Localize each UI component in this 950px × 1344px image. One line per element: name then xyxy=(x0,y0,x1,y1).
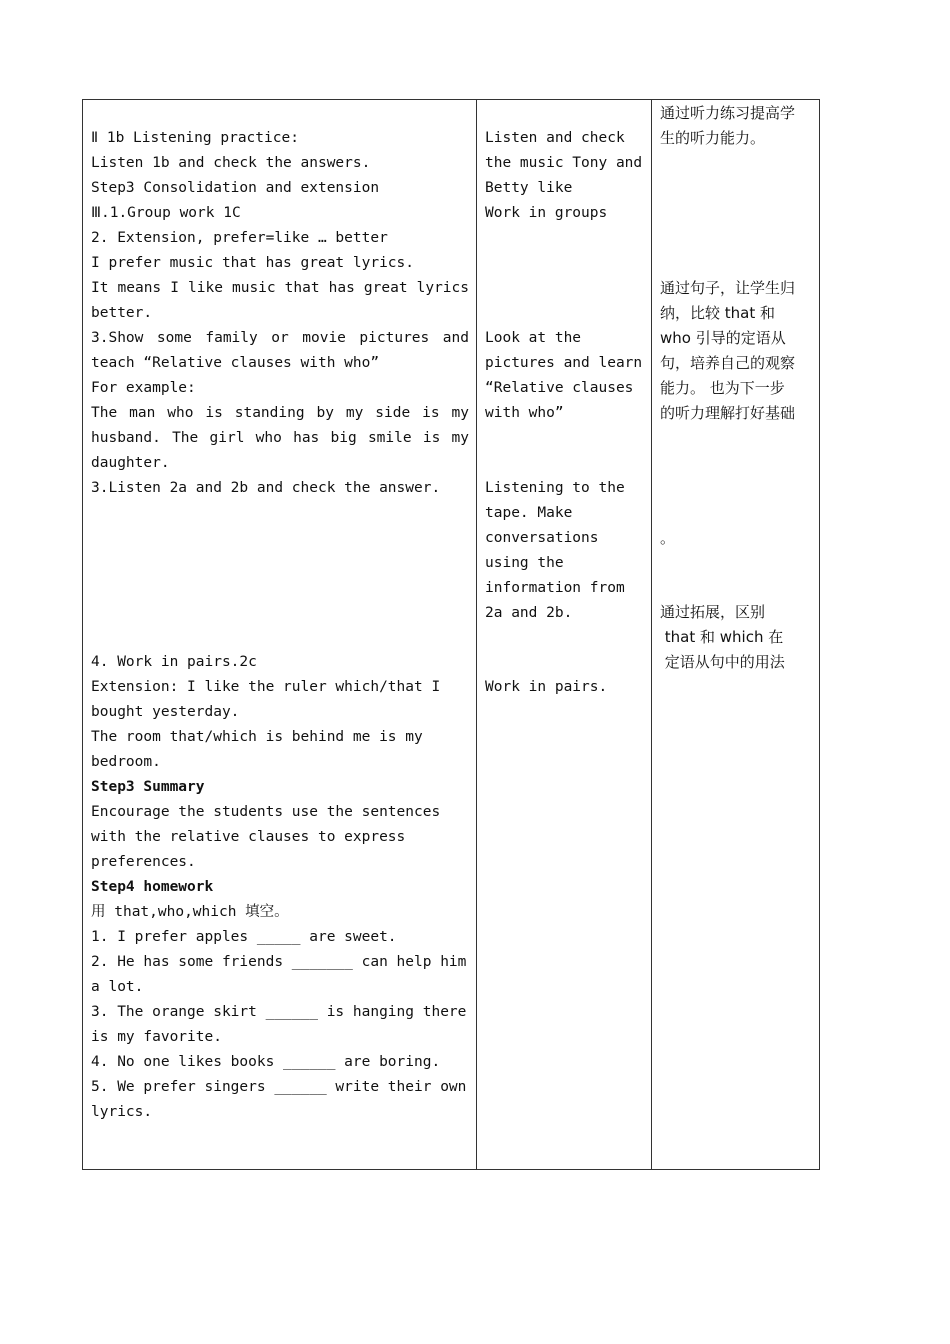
student-activity-column xyxy=(485,100,645,1169)
text-line: Extension: I like the ruler which/that I xyxy=(91,679,441,695)
text-line: 能力。 也为下一步 xyxy=(660,379,785,397)
text-line: pictures and learn xyxy=(485,355,643,371)
text-line: Work in groups xyxy=(485,205,608,221)
text-line: teach “Relative clauses with who” xyxy=(91,355,380,371)
text-line: a lot. xyxy=(91,979,144,995)
column-divider xyxy=(476,100,477,1169)
text-line: daughter. xyxy=(91,455,170,471)
text-line: with who” xyxy=(485,405,564,421)
text-line: 3.Listen 2a and 2b and check the answer. xyxy=(91,480,441,496)
exercise-item: 1. I prefer apples _____ are sweet. xyxy=(91,929,397,945)
text-line: For example: xyxy=(91,380,196,396)
text-line: information from xyxy=(485,580,625,596)
text-line: is my favorite. xyxy=(91,1029,222,1045)
text-line: that 和 which 在 xyxy=(660,628,784,646)
text-line: 4. Work in pairs.2c xyxy=(91,654,257,670)
text-line: Listen and check xyxy=(485,130,625,146)
text-line: Look at the xyxy=(485,330,582,346)
text-line: 通过听力练习提高学 xyxy=(660,104,796,122)
text-line: Encourage the students use the sentences xyxy=(91,804,441,820)
text-line: 。 xyxy=(660,529,676,547)
column-divider xyxy=(651,100,652,1169)
text-line: Betty like xyxy=(485,180,573,196)
text-line: Listening to the xyxy=(485,480,625,496)
text-line: Ⅲ.1.Group work 1C xyxy=(91,205,241,221)
text-line: 句，培养自己的观察 xyxy=(660,354,796,372)
text-line: 2a and 2b. xyxy=(485,605,573,621)
text-line: 纳，比较 that 和 xyxy=(660,304,775,322)
text-line: The man who is standing by my side is my xyxy=(91,405,469,421)
lesson-plan-table xyxy=(82,99,820,1170)
text-line: The room that/which is behind me is my xyxy=(91,729,423,745)
teaching-procedure-column xyxy=(91,100,469,1169)
text-line: preferences. xyxy=(91,854,196,870)
section-heading: Step3 Summary xyxy=(91,779,205,795)
text-line: 3.Show some family or movie pictures and xyxy=(91,330,469,346)
text-line: better. xyxy=(91,305,153,321)
exercise-item: 2. He has some friends _______ can help him xyxy=(91,954,467,970)
text-line: 的听力理解打好基础 xyxy=(660,404,796,422)
exercise-item: 5. We prefer singers ______ write their own xyxy=(91,1079,467,1095)
exercise-item: 4. No one likes books ______ are boring. xyxy=(91,1054,441,1070)
text-line: Work in pairs. xyxy=(485,679,608,695)
design-intent-column xyxy=(660,100,818,1169)
text-line: conversations xyxy=(485,530,599,546)
section-heading: Step4 homework xyxy=(91,879,214,895)
text-line: using the xyxy=(485,555,564,571)
text-line: the music Tony and xyxy=(485,155,643,171)
text-line: bedroom. xyxy=(91,754,161,770)
text-line: 用 that,who,which 填空。 xyxy=(91,904,289,920)
text-line: 定语从句中的用法 xyxy=(660,653,785,671)
text-line: 生的听力能力。 xyxy=(660,129,766,147)
text-line: “Relative clauses xyxy=(485,380,634,396)
exercise-item: 3. The orange skirt ______ is hanging there xyxy=(91,1004,467,1020)
text-line: 2. Extension, prefer=like … better xyxy=(91,230,388,246)
text-line: with the relative clauses to express xyxy=(91,829,406,845)
text-line: Listen 1b and check the answers. xyxy=(91,155,371,171)
text-line: 通过拓展，区别 xyxy=(660,603,766,621)
text-line: bought yesterday. xyxy=(91,704,240,720)
text-line: I prefer music that has great lyrics. xyxy=(91,255,415,271)
text-line: who 引导的定语从 xyxy=(660,329,786,347)
text-line: 通过句子，让学生归 xyxy=(660,279,796,297)
text-line: Step3 Consolidation and extension xyxy=(91,180,380,196)
text-line: Ⅱ 1b Listening practice: xyxy=(91,130,299,146)
text-line: It means I like music that has great lyrics xyxy=(91,280,469,296)
text-line: husband. The girl who has big smile is my xyxy=(91,430,469,446)
text-line: lyrics. xyxy=(91,1104,153,1120)
text-line: tape. Make xyxy=(485,505,573,521)
